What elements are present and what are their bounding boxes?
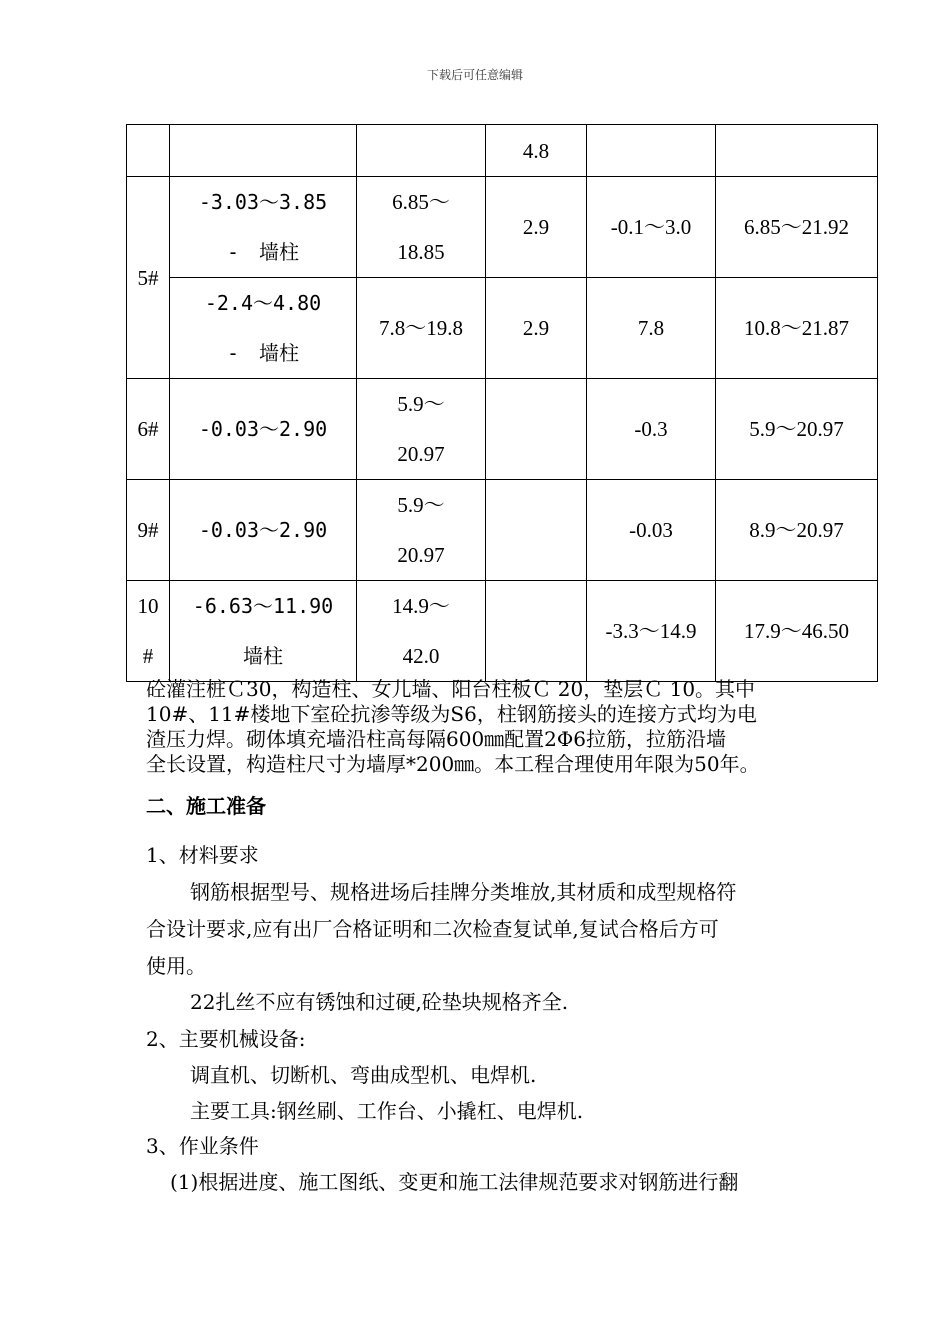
- body-line: 调直机、切断机、弯曲成型机、电焊机.: [190, 1063, 537, 1087]
- table-cell: -0.03～2.90: [170, 480, 357, 581]
- elevation-table: [126, 124, 878, 682]
- body-line: 主要工具:钢丝刷、工作台、小撬杠、电焊机.: [190, 1099, 584, 1123]
- table-cell: 10.8～21.87: [716, 278, 878, 379]
- table-cell: [170, 125, 357, 177]
- table-cell: -0.3: [587, 379, 716, 480]
- table-cell: 5.9～ 20.97: [357, 480, 486, 581]
- table-cell: 6.85～21.92: [716, 177, 878, 278]
- body-line: 钢筋根据型号、规格进场后挂牌分类堆放,其材质和成型规格符: [190, 880, 737, 904]
- building-id: 5#: [127, 177, 170, 379]
- item-heading: 1、材料要求: [146, 843, 259, 867]
- building-id: 10 #: [127, 581, 170, 682]
- table-cell: -3.03～3.85 - 墙柱: [170, 177, 357, 278]
- table-cell: -0.1～3.0: [587, 177, 716, 278]
- table-row: [127, 177, 878, 278]
- body-line: 使用。: [146, 954, 206, 978]
- table-row: [127, 379, 878, 480]
- page-header: 下载后可任意编辑: [426, 68, 523, 82]
- table-cell: 2.9: [486, 177, 587, 278]
- table-cell: [486, 581, 587, 682]
- table-cell: -0.03: [587, 480, 716, 581]
- table-cell: -6.63～11.90 墙柱: [170, 581, 357, 682]
- table-row: [127, 581, 878, 682]
- table-cell: 7.8: [587, 278, 716, 379]
- table-cell: [357, 125, 486, 177]
- table-cell: 5.9～20.97: [716, 379, 878, 480]
- table-cell: 5.9～ 20.97: [357, 379, 486, 480]
- table-cell: -2.4～4.80 - 墙柱: [170, 278, 357, 379]
- table-cell: 8.9～20.97: [716, 480, 878, 581]
- table-cell: [486, 379, 587, 480]
- body-line: 合设计要求,应有出厂合格证明和二次检查复试单,复试合格后方可: [146, 917, 719, 941]
- table-row: [127, 480, 878, 581]
- table-cell: 17.9～46.50: [716, 581, 878, 682]
- table-cell: [587, 125, 716, 177]
- table-cell: 14.9～ 42.0: [357, 581, 486, 682]
- body-line: (1)根据进度、施工图纸、变更和施工法律规范要求对钢筋进行翻: [170, 1170, 739, 1194]
- section-heading: 二、施工准备: [146, 794, 266, 818]
- building-id: 9#: [127, 480, 170, 581]
- body-line: 22扎丝不应有锈蚀和过硬,砼垫块规格齐全.: [190, 990, 569, 1014]
- table-cell: 4.8: [486, 125, 587, 177]
- table-cell: [716, 125, 878, 177]
- table-row: [127, 125, 878, 177]
- table-cell: [127, 125, 170, 177]
- building-id: 6#: [127, 379, 170, 480]
- table-cell: -3.3～14.9: [587, 581, 716, 682]
- table-cell: 7.8～19.8: [357, 278, 486, 379]
- table-cell: [486, 480, 587, 581]
- table-cell: 2.9: [486, 278, 587, 379]
- table-cell: -0.03～2.90: [170, 379, 357, 480]
- table-cell: 6.85～ 18.85: [357, 177, 486, 278]
- item-heading: 3、作业条件: [146, 1134, 259, 1158]
- concrete-spec-paragraph: 砼灌注桩Ｃ30，构造柱、女儿墙、阳台柱板Ｃ 20，垫层Ｃ 10。其中 10#、11#楼地下室砼抗渗等级为S6，柱钢筋接头的连接方式均为电 渣压力焊。砌体填充墙沿柱高每隔600㎜配置2Φ6拉筋，拉筋沿墙 全长设置，构造柱尺寸为墙厚*200㎜。本工程合理使用年限为50年。: [146, 677, 760, 776]
- table-row: [127, 278, 878, 379]
- item-heading: 2、主要机械设备:: [146, 1027, 306, 1051]
